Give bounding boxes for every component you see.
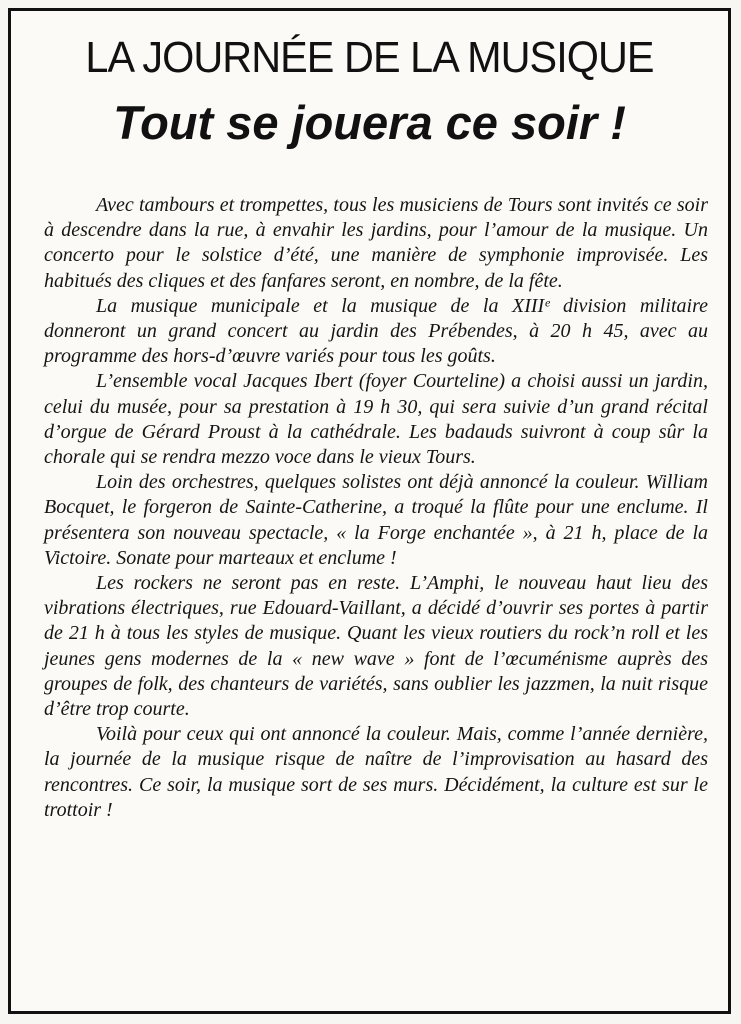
subheadline: Tout se jouera ce soir !	[113, 96, 626, 149]
paragraph: La musique municipale et la musique de la XIIIᵉ division militaire donneront un grand concert au jardin des Prébendes, à 20 h 45, avec au programme des hors-d’œuvre variés pour tous les goûts.	[44, 294, 708, 368]
paragraph: Les rockers ne seront pas en reste. L’Amphi, le nouveau haut lieu des vibrations électriques, rue Edouard-Vaillant, a décidé d’ouvrir ses portes à partir de 21 h à tous les styles de musique. Quant les vieux routiers du rock’n roll et les jeunes gens modernes de la « new wave » font de l’œcuménisme auprès des groupes de folk, des chanteurs de variétés, sans oublier les jazzmen, la nuit risque d’être trop courte.	[44, 572, 708, 721]
article-body	[44, 193, 708, 823]
paragraph: L’ensemble vocal Jacques Ibert (foyer Courteline) a choisi aussi un jardin, celui du musée, pour sa prestation à 19 h 30, qui sera suivie d’un grand récital d’orgue de Gérard Proust à la cathédrale. Les badauds suivront à coup sûr la chorale qui se rendra mezzo voce dans le vieux Tours.	[44, 370, 708, 469]
article-border	[8, 8, 731, 1014]
paragraph: Loin des orchestres, quelques solistes ont déjà annoncé la couleur. William Bocquet, le forgeron de Sainte-Catherine, a troqué la flûte pour une enclume. Il présentera son nouveau spectacle, « la Forge enchantée », à 21 h, place de la Victoire. Sonate pour marteaux et enclume !	[44, 471, 708, 569]
paragraph: Voilà pour ceux qui ont annoncé la couleur. Mais, comme l’année dernière, la journée de la musique risque de naître de l’improvisation au hasard des rencontres. Ce soir, la musique sort de ses murs. Décidément, la culture est sur le trottoir !	[44, 723, 708, 821]
headline: LA JOURNÉE DE LA MUSIQUE	[85, 33, 654, 82]
paragraph: Avec tambours et trompettes, tous les musiciens de Tours sont invités ce soir à descendre dans la rue, à envahir les jardins, pour l’amour de la musique. Un concerto pour le solstice d’été, une manière de symphonie improvisée. Les habitués des cliques et des fanfares seront, en nombre, de la fête.	[44, 194, 708, 292]
